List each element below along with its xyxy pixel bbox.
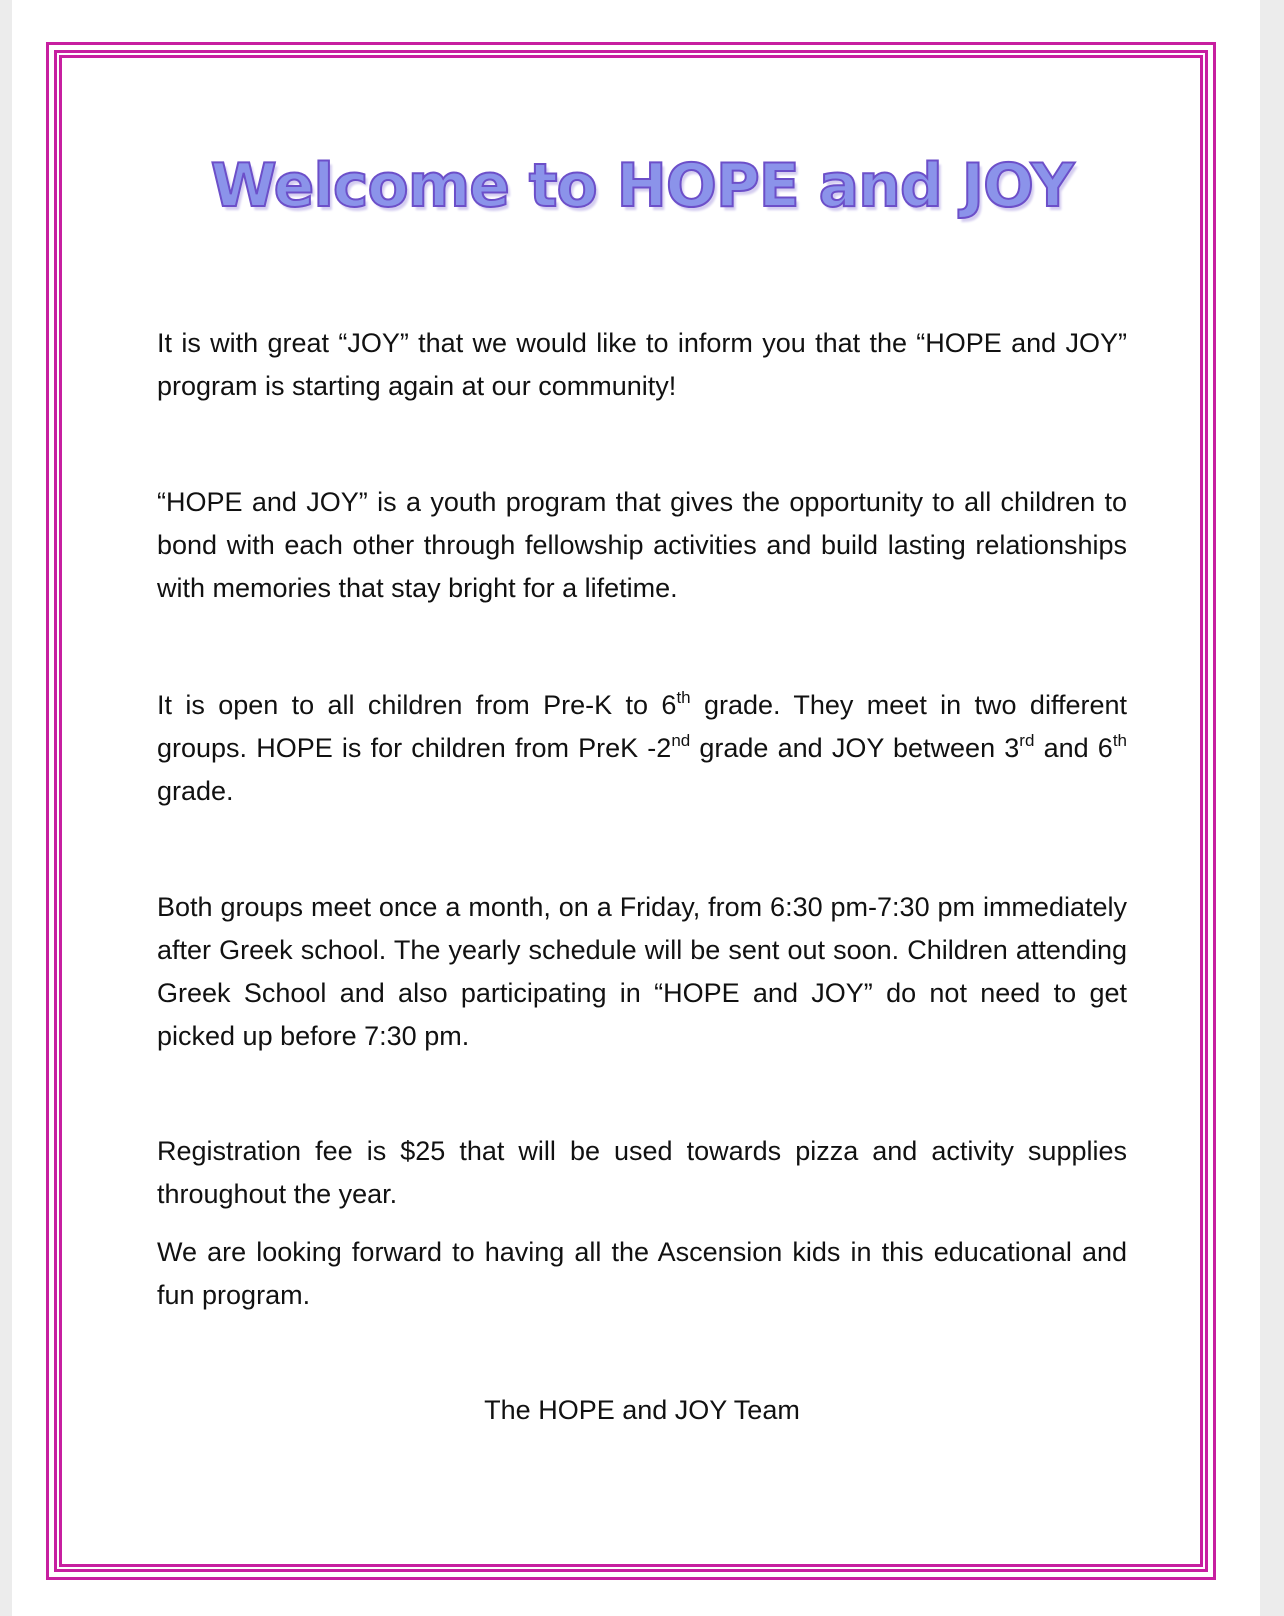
groups-sup-d: th — [1112, 731, 1127, 750]
document-title: Welcome to HOPE and JOY — [210, 151, 1074, 221]
signature: The HOPE and JOY Team — [484, 1395, 800, 1425]
groups-sup-a: th — [676, 688, 691, 707]
paragraph-registration-fee: Registration fee is $25 that will be used towards pizza and activity supplies throughout the year. — [157, 1136, 1127, 1209]
paragraph-groups — [157, 684, 1127, 813]
groups-sup-c: rd — [1019, 731, 1035, 750]
groups-sup-b: nd — [671, 731, 691, 750]
groups-text-e: grade. — [157, 776, 234, 806]
groups-text-c: grade and JOY between 3 — [690, 733, 1020, 763]
groups-text-d: and 6 — [1034, 733, 1113, 763]
paragraph-program-description: “HOPE and JOY” is a youth program that gives the opportunity to all children to bond with each other through fellowship activities and build lasting relationships with memories that stay bright for a lifetime. — [157, 487, 1127, 603]
paragraph-intro: It is with great “JOY” that we would like to inform you that the “HOPE and JOY” program is starting again at our community! — [157, 328, 1127, 401]
paragraph-schedule: Both groups meet once a month, on a Friday, from 6:30 pm-7:30 pm immediately after Greek school. The yearly schedule will be sent out soon. Children attending Greek School and also participating in “HOPE and JOY” do not need to get picked up before 7:30 pm. — [157, 892, 1127, 1051]
paragraph-closing: We are looking forward to having all the Ascension kids in this educational and fun program. — [157, 1237, 1127, 1310]
groups-text-b: grade. They meet in two different groups. HOPE is for children from PreK -2 — [157, 690, 1127, 763]
groups-text-a: It is open to all children from Pre-K to 6 — [157, 690, 677, 720]
